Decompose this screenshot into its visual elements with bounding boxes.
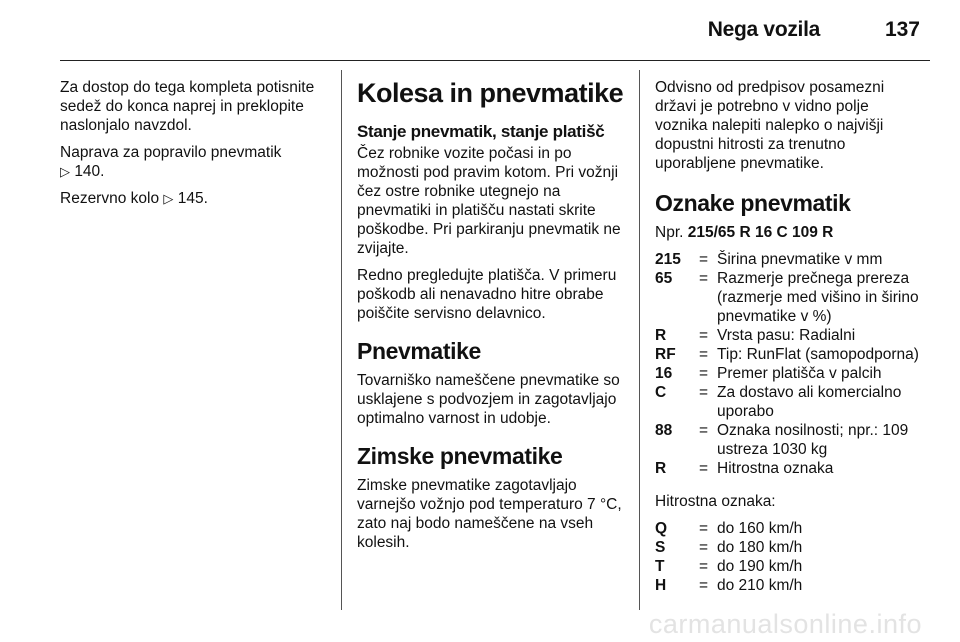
header-divider [60, 60, 930, 61]
def-key: R [655, 460, 667, 477]
def-eq: = [699, 346, 709, 363]
definition-row [655, 250, 925, 269]
paragraph-spare-wheel [60, 189, 330, 208]
column-right [655, 78, 925, 603]
def-val: Tip: RunFlat (samopodporna) [717, 346, 919, 363]
def-key: Q [655, 520, 668, 537]
def-val: do 180 km/h [717, 539, 803, 556]
xref-arrow-icon: ▷ [163, 191, 174, 206]
def-key: C [655, 384, 667, 401]
paragraph: Odvisno od predpisov posamezni državi je potrebno v vidno polje voznika nalepiti nalepko o najvišji dopustni hitrosti za trenutno uporabljene pnevmatike. [655, 79, 885, 172]
heading-winter-tyres: Zimske pnevmatike [357, 443, 563, 469]
watermark: carmanualsonline.info [648, 609, 922, 639]
definition-row [655, 364, 925, 383]
def-val: Razmerje prečnega prereza (razmerje med višino in širino pnevmatike v %) [717, 270, 919, 325]
def-key: S [655, 539, 666, 556]
def-val: do 190 km/h [717, 558, 803, 575]
def-val: do 210 km/h [717, 577, 803, 594]
def-eq: = [699, 327, 709, 344]
def-eq: = [699, 270, 709, 287]
def-val: do 160 km/h [717, 520, 803, 537]
def-key: 215 [655, 251, 681, 268]
def-eq: = [699, 520, 709, 537]
def-val: Vrsta pasu: Radialni [717, 327, 856, 344]
definition-row [655, 383, 925, 421]
def-key: RF [655, 346, 676, 363]
definition-row [655, 459, 925, 478]
definition-row [655, 326, 925, 345]
page-number: 137 [884, 18, 920, 41]
def-val: Oznaka nosilnosti; npr.: 109 ustreza 1030 kg [717, 422, 909, 458]
paragraph: Zimske pnevmatike zagotavljajo varnejšo vožnjo pod temperaturo 7 °C, zato naj bodo nameščene na vseh kolesih. [357, 477, 622, 551]
definition-row [655, 345, 925, 364]
paragraph-text: Naprava za popravilo pnevmatik [60, 144, 282, 161]
speed-list [655, 519, 925, 595]
def-key: H [655, 577, 667, 594]
def-eq: = [699, 558, 709, 575]
def-eq: = [699, 539, 709, 556]
column-divider-2 [639, 70, 640, 610]
markings-list [655, 250, 925, 478]
column-divider-1 [341, 70, 342, 610]
def-val: Za dostavo ali komercialno uporabo [717, 384, 902, 420]
paragraph: Redno pregledujte platišča. V primeru poškodb ali nenavadno hitre obrabe poiščite servisno delavnico. [357, 267, 617, 322]
paragraph: Za dostop do tega kompleta potisnite sedež do konca naprej in preklopite naslonjalo navzdol. [60, 79, 315, 134]
paragraph-repair-kit [60, 143, 330, 181]
paragraph-text: Rezervno kolo [60, 190, 160, 207]
heading-tyres: Pnevmatike [357, 338, 481, 364]
definition-row [655, 557, 925, 576]
definition-row [655, 576, 925, 595]
def-key: 16 [655, 365, 673, 382]
def-eq: = [699, 460, 709, 477]
example-prefix: Npr. [655, 224, 684, 241]
definition-row [655, 269, 925, 326]
page-reference[interactable]: 140. [74, 163, 105, 180]
running-title: Nega vozila [707, 18, 820, 41]
def-eq: = [699, 365, 709, 382]
definition-row [655, 538, 925, 557]
paragraph: Tovarniško nameščene pnevmatike so usklajene s podvozjem in zagotavljajo optimalno varnost in udobje. [357, 372, 620, 427]
def-eq: = [699, 384, 709, 401]
column-left [60, 78, 330, 216]
def-key: 65 [655, 270, 673, 287]
heading-tyre-markings: Oznake pnevmatik [655, 190, 851, 216]
def-key: 88 [655, 422, 673, 439]
def-key: R [655, 327, 667, 344]
paragraph: Čez robnike vozite počasi in po možnosti pod pravim kotom. Pri vožnji čez ostre robnike utegnejo na pnevmatiki in platišču nastati skrite poškodbe. Pri parkiranju pnevmatik ne zvijajte. [357, 145, 621, 257]
speed-label: Hitrostna oznaka: [655, 493, 776, 510]
definition-row [655, 519, 925, 538]
def-eq: = [699, 251, 709, 268]
def-eq: = [699, 422, 709, 439]
section-title: Kolesa in pnevmatike [357, 78, 624, 108]
page-reference[interactable]: 145. [177, 190, 208, 207]
subsection-title: Stanje pnevmatik, stanje platišč [357, 122, 605, 141]
def-val: Hitrostna oznaka [717, 460, 834, 477]
definition-row [655, 421, 925, 459]
def-eq: = [699, 577, 709, 594]
example-code: 215/65 R 16 C 109 R [687, 224, 834, 241]
marking-example [655, 223, 925, 242]
def-val: Širina pnevmatike v mm [717, 251, 883, 268]
def-key: T [655, 558, 665, 575]
xref-arrow-icon: ▷ [60, 164, 70, 179]
column-middle [357, 78, 627, 560]
def-val: Premer platišča v palcih [717, 365, 882, 382]
